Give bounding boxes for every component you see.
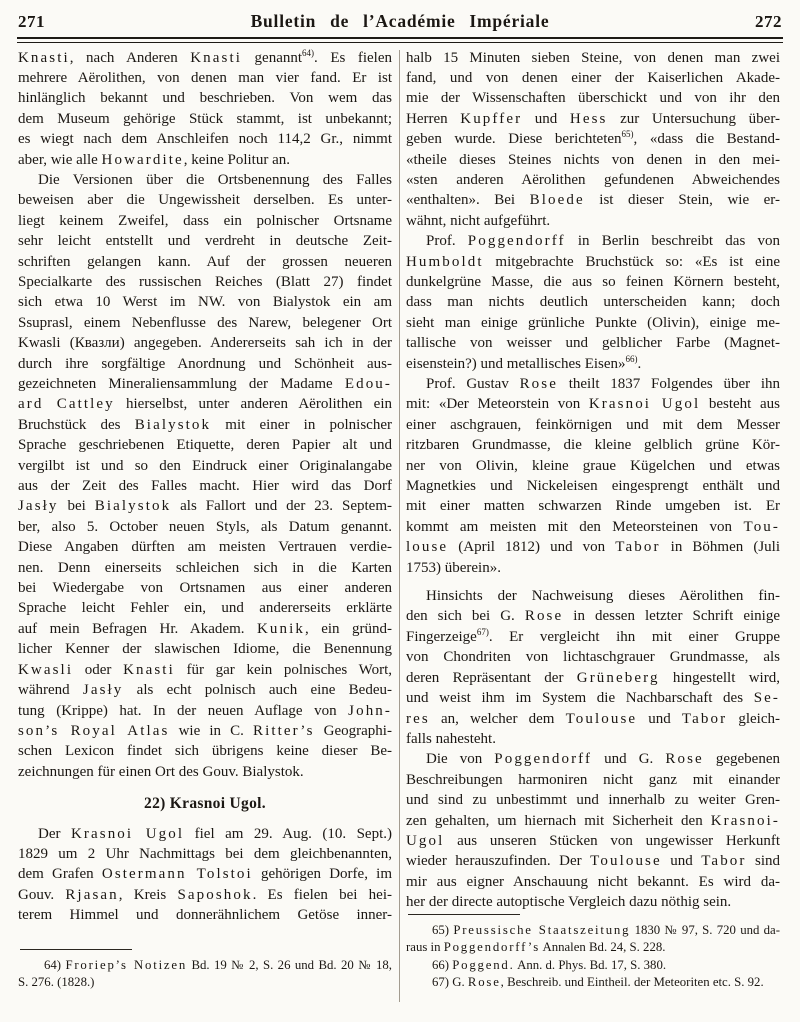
letterspaced-text: Poggendorff’s: [443, 940, 540, 955]
text-line: Gouv. Rjasan, Kreis Saposhok. Es fielen bei hei-: [18, 886, 393, 903]
text-line: von Chondriten von lichtaschgrauer Grundmasse, als: [406, 649, 780, 666]
letterspaced-text: Humboldt: [406, 253, 484, 270]
footnote: [406, 957, 780, 974]
letterspaced-text: Poggend.: [452, 957, 515, 972]
text-line: aus der Zeit des Falles macht. Hier wird das Dorf: [18, 478, 392, 495]
text-line: sehr leicht entstellt und verdreht in deutsche Zeit-: [18, 233, 392, 250]
letterspaced-text: Krasnoi-: [710, 812, 780, 829]
letterspaced-text: Saposhok: [177, 886, 253, 903]
text-line: sieht man einige grünliche Punkte (Olivin), einige me-: [406, 314, 780, 331]
footnote-separator: [20, 949, 132, 950]
letterspaced-text: Knasti: [18, 49, 70, 66]
text-line: Jasły bei Bialystok als Fallort und der 23. Septem-: [18, 498, 392, 515]
letterspaced-text: Jasły: [18, 498, 59, 515]
text-line: son’s Royal Atlas wie in C. Ritter’s Geographi-: [18, 722, 392, 739]
text-line: Magnetkies und Nickeleisen eingesprengt enthält und: [406, 478, 780, 495]
letterspaced-text: Ostermann Tolstoi: [101, 866, 253, 883]
letterspaced-text: Rose: [524, 608, 564, 625]
text-line: schriften gelangen kann. Auf der grossen neueren: [18, 253, 392, 270]
letterspaced-text: Krasnoi Ugol: [70, 825, 185, 842]
text-line: Kwasli (Квазли) angegeben. Andererseits sah ich in der: [18, 335, 392, 352]
letterspaced-text: Bialystok: [94, 498, 172, 515]
text-line: gezeichneten Mineraliensammlung der Madame Edou-: [18, 376, 392, 392]
text-line: 1829 um 2 Uhr Nachmittags bei dem gleichbenannten,: [18, 845, 392, 862]
footnotes: [18, 949, 392, 1006]
letterspaced-text: Toulouse: [590, 853, 662, 870]
text-line: Sprache geschriebenen Etiquette, deren Papier alt und: [18, 437, 392, 454]
letterspaced-text: Jasły: [82, 682, 124, 699]
text-line: Ugol aus unseren Stücken von ungewisser Herkunft: [406, 832, 780, 849]
letterspaced-text: Kunik: [256, 620, 305, 637]
text-line: Kwasli oder Knasti für gar kein polnisches Wort,: [18, 661, 392, 678]
letterspaced-text: Poggendorff: [467, 233, 566, 250]
text-line: zen gehalten, um hiernach mit Sicherheit den Krasnoi-: [406, 812, 780, 829]
text-line: 1753) überein».: [406, 559, 501, 576]
text-line: hinlänglich bekannt und beschrieben. Von wem das: [18, 90, 392, 107]
text-line: mit: «Der Meteorstein von Krasnoi Ugol besteht aus: [406, 396, 780, 413]
footnote-ref: 65): [621, 129, 634, 140]
text-line: Sprache leicht Fehler ein, und andererseits erklärte: [18, 600, 392, 617]
right-column: [406, 48, 780, 1006]
text-line: eisenstein?) und metallisches Eisen»$^{66)}$.: [406, 353, 642, 372]
letterspaced-text: Bialystok: [134, 416, 212, 433]
footnote-ref: 67): [476, 626, 489, 637]
letterspaced-text: Ugol: [406, 832, 445, 849]
text-line: Die von Poggendorff und G. Rose gegebenen: [426, 751, 780, 768]
footnote-separator: [408, 914, 520, 915]
text-line: «enthalten». Bei Bloede ist dieser Stein, wie er-: [406, 192, 781, 209]
text-line: mie der Wissenschaften überschickt und von ihr den: [406, 90, 780, 107]
text-line: Der Krasnoi Ugol fiel am 29. Aug. (10. Sept.): [38, 825, 392, 842]
footnote-line: 66) Poggend. Ann. d. Phys. Bd. 17, S. 380.: [432, 957, 667, 972]
text-line: ner von Olivin, kleine graue Kügelchen und etwas: [406, 457, 780, 474]
footnote-line: raus in Poggendorff’s Annalen Bd. 24, S. 228.: [406, 940, 666, 955]
letterspaced-text: son’s Royal Atlas: [18, 722, 170, 739]
letterspaced-text: John-: [348, 702, 392, 719]
text-line: durch ihre sorgfältige Anordnung und Schönheit aus-: [18, 355, 392, 372]
text-line: zeichnungen für einen Ort des Gouv. Bialystok.: [18, 763, 304, 780]
letterspaced-text: res: [406, 710, 430, 727]
letterspaced-text: Kwasli: [18, 661, 74, 678]
text-line: und sind zu unbestimmt und innerhalb zu weiter Gren-: [406, 792, 780, 809]
letterspaced-text: Tabor: [681, 710, 728, 727]
paragraph: [406, 48, 780, 232]
text-line: Beschreibungen harmoniren nicht ganz mit einander: [406, 771, 780, 788]
text-line: Fingerzeige$^{67)}$. Er vergleicht ihn mit einer Gruppe: [406, 626, 780, 645]
letterspaced-text: Poggendorff: [494, 751, 593, 768]
text-line: res an, welcher dem Toulouse und Tabor gleich-: [406, 710, 780, 727]
letterspaced-text: Hess: [569, 110, 608, 127]
text-line: Humboldt mitgebrachte Bruchstück so: «Es ist eine: [406, 253, 780, 270]
letterspaced-text: Tabor: [615, 539, 661, 556]
text-line: falls nahesteht.: [406, 730, 496, 747]
text-line: ritzbaren Grundmasse, die kleine gelblich grüne Kör-: [406, 437, 780, 454]
paragraph: [18, 48, 392, 170]
text-line: aber, wie alle Howardite, keine Politur an.: [18, 151, 290, 168]
text-line: her der directe autoptische Vergleich dazu nöthig sein.: [406, 894, 732, 911]
text-line: den sich bei G. Rose in dessen letzter Schrift einige: [406, 608, 780, 625]
page-header: [0, 0, 800, 35]
left-column: [18, 48, 392, 1006]
text-line: dass man nichts deutlich unterscheiden kann; doch: [406, 294, 780, 311]
text-line: ard Cattley hierselbst, unter anderen Aërolithen ein: [18, 396, 393, 413]
letterspaced-text: Grüneberg: [576, 669, 660, 686]
text-line: tallische von weisser und gelblicher Farbe (Magnet-: [406, 335, 780, 352]
text-line: fand, und von denen einer der Kaiserlichen Akade-: [406, 69, 780, 86]
text-line: beweisen aber die Ungewissheit derselben. Es unter-: [18, 192, 392, 209]
letterspaced-text: Se-: [753, 690, 780, 707]
text-line: mit einer matten schwarzen Rinde umgeben ist. Er: [406, 498, 780, 515]
footnote-line: 65) Preussische Staatszeitung 1830 № 97, S. 720 und da-: [432, 922, 780, 937]
letterspaced-text: Edou-: [344, 376, 392, 392]
letterspaced-text: Kupffer: [460, 110, 523, 127]
left-page-number: 271: [18, 12, 45, 31]
paragraph: [406, 231, 780, 374]
text-line: mir aus eigner Anschauung nicht bekannt. Es wird da-: [406, 873, 780, 890]
text-line: Prof. Poggendorff in Berlin beschreibt das von: [426, 233, 780, 250]
text-line: tung (Krippe) hat. In der neuen Auflage von John-: [18, 702, 392, 719]
text-line: ber, also 5. October neuen Styls, als Datum genannt.: [18, 518, 392, 535]
text-line: Ssuprasl, einem Nebenflusse des Narew, belegener Ort: [18, 314, 392, 331]
paragraph: [406, 749, 780, 912]
footnote: [406, 974, 780, 991]
letterspaced-text: Rose: [665, 751, 704, 768]
paragraph: [406, 374, 780, 578]
section-heading: 22) Krasnoi Ugol.: [144, 795, 266, 813]
footnote-line: S. 276. (1828.): [18, 975, 95, 990]
text-line: bei Wiedergabe von Ortsnamen aus einer anderen: [18, 580, 392, 597]
text-line: «theile dieses Steines nichts von denen in den mei-: [406, 151, 780, 168]
text-line: während Jasły als echt polnisch auch eine Bedeu-: [18, 682, 392, 699]
text-line: mehrere Aërolithen, von denen man vier fand. Er ist: [18, 69, 392, 86]
text-line: wieder herauszufinden. Der Toulouse und Tabor sind: [406, 853, 780, 870]
letterspaced-text: Rose: [467, 975, 501, 990]
text-line: dem Museum gehörige Stück stammt, ist unbekannt;: [18, 110, 392, 127]
text-line: wähnt, nicht aufgeführt.: [406, 212, 551, 229]
letterspaced-text: Toulouse: [565, 710, 638, 727]
text-line: dunkelgrüne Masse, die aus so feinen Körnern besteht,: [406, 273, 780, 290]
letterspaced-text: Ritter’s: [253, 722, 315, 739]
footnote-ref: 64): [302, 47, 315, 58]
text-line: schen Lexicon findet sich übrigens keine dieser Be-: [18, 743, 392, 760]
footnote-ref: 66): [625, 353, 638, 364]
text-line: «sten anderen Aërolithen gefundenen Abweichendes: [406, 171, 780, 188]
column-rule: [399, 50, 400, 1002]
text-line: vergilbt ist und so den Eindruck einer Originalangabe: [18, 457, 392, 474]
text-line: Diese Angaben dürften am meisten Vertrauen verdie-: [18, 539, 392, 556]
text-line: Die Versionen über die Ortsbenennung des Falles: [38, 171, 392, 188]
text-line: Knasti, nach Anderen Knasti genannt$^{64)}$. Es fielen: [18, 47, 392, 66]
letterspaced-text: ard Cattley: [18, 396, 115, 413]
text-line: geben wurde. Diese berichteten$^{65)}$, «dass die Bestand-: [406, 129, 780, 148]
footnote-line: 64) Froriep’s Notizen Bd. 19 № 2, S. 26 und Bd. 20 № 18,: [44, 957, 392, 972]
text-line: Prof. Gustav Rose theilt 1837 Folgendes über ihn: [426, 376, 781, 392]
letterspaced-text: Krasnoi Ugol: [588, 396, 701, 413]
text-line: liegt keinem Zweifel, dass ein polnischer Ortsname: [18, 212, 392, 229]
text-line: nen. Denn einerseits schleichen sich in die Karten: [18, 559, 392, 576]
letterspaced-text: Bloede: [529, 192, 585, 209]
text-line: Herren Kupffer und Hess zur Untersuchung über-: [406, 110, 781, 127]
text-line: louse (April 1812) und von Tabor in Böhmen (Juli: [406, 539, 780, 556]
text-line: kommt am meisten mit den Meteorsteinen von Tou-: [406, 518, 780, 535]
letterspaced-text: Preussische Staatszeitung: [453, 922, 631, 937]
text-line: auf mein Befragen Hr. Akadem. Kunik, ein gründ-: [18, 620, 392, 637]
paragraph: [18, 824, 392, 926]
text-line: licher Kenner der slawischen Idiome, die Benennung: [18, 641, 392, 658]
right-page-number: 272: [755, 12, 782, 31]
text-line: Hinsichts der Nachweisung dieses Aërolithen fin-: [426, 588, 780, 605]
page-body: [0, 43, 800, 1006]
letterspaced-text: Rjasan: [65, 886, 119, 903]
footnote: [18, 957, 392, 992]
footnotes: [406, 914, 780, 1006]
footnote: [406, 922, 780, 957]
journal-title: Bulletin de l’Académie Impériale: [250, 11, 550, 31]
letterspaced-text: Froriep’s Notizen: [65, 957, 188, 972]
paragraph: [406, 586, 780, 749]
letterspaced-text: Knasti: [190, 49, 243, 66]
text-line: terem Himmel und donnerähnlichem Getöse inner-: [18, 907, 392, 924]
footnote-line: 67) G. Rose, Beschreib. und Eintheil. der Meteoriten etc. S. 92.: [432, 975, 764, 990]
text-line: dem Grafen Ostermann Tolstoi gehörigen Dorfe, im: [18, 866, 392, 883]
letterspaced-text: Tou-: [743, 518, 780, 535]
letterspaced-text: Howardite: [101, 151, 184, 168]
text-line: sich etwa 10 Werst im NW. von Bialystok ein am: [18, 294, 392, 311]
text-line: Bruchstück des Bialystok mit einer in polnischer: [18, 416, 392, 433]
text-line: Specialkarte des russischen Reiches (Blatt 27) findet: [18, 273, 392, 290]
letterspaced-text: louse: [406, 539, 449, 556]
text-line: halb 15 Minuten sieben Steine, von denen man zwei: [406, 49, 780, 66]
paragraph: [18, 170, 392, 782]
text-line: es wiegt nach dem Anschleifen noch 114,2 Gr., nimmt: [18, 131, 392, 148]
text-line: deren Repräsentant der Grüneberg hingestellt wird,: [406, 669, 780, 686]
letterspaced-text: Tabor: [701, 853, 747, 870]
text-line: und weist ihm im System die Nachbarschaft des Se-: [406, 690, 780, 707]
letterspaced-text: Knasti: [123, 661, 175, 678]
letterspaced-text: Rose: [519, 376, 558, 392]
text-line: einer aschgrauen, feinkörnigen und mit dem Messer: [406, 416, 780, 433]
